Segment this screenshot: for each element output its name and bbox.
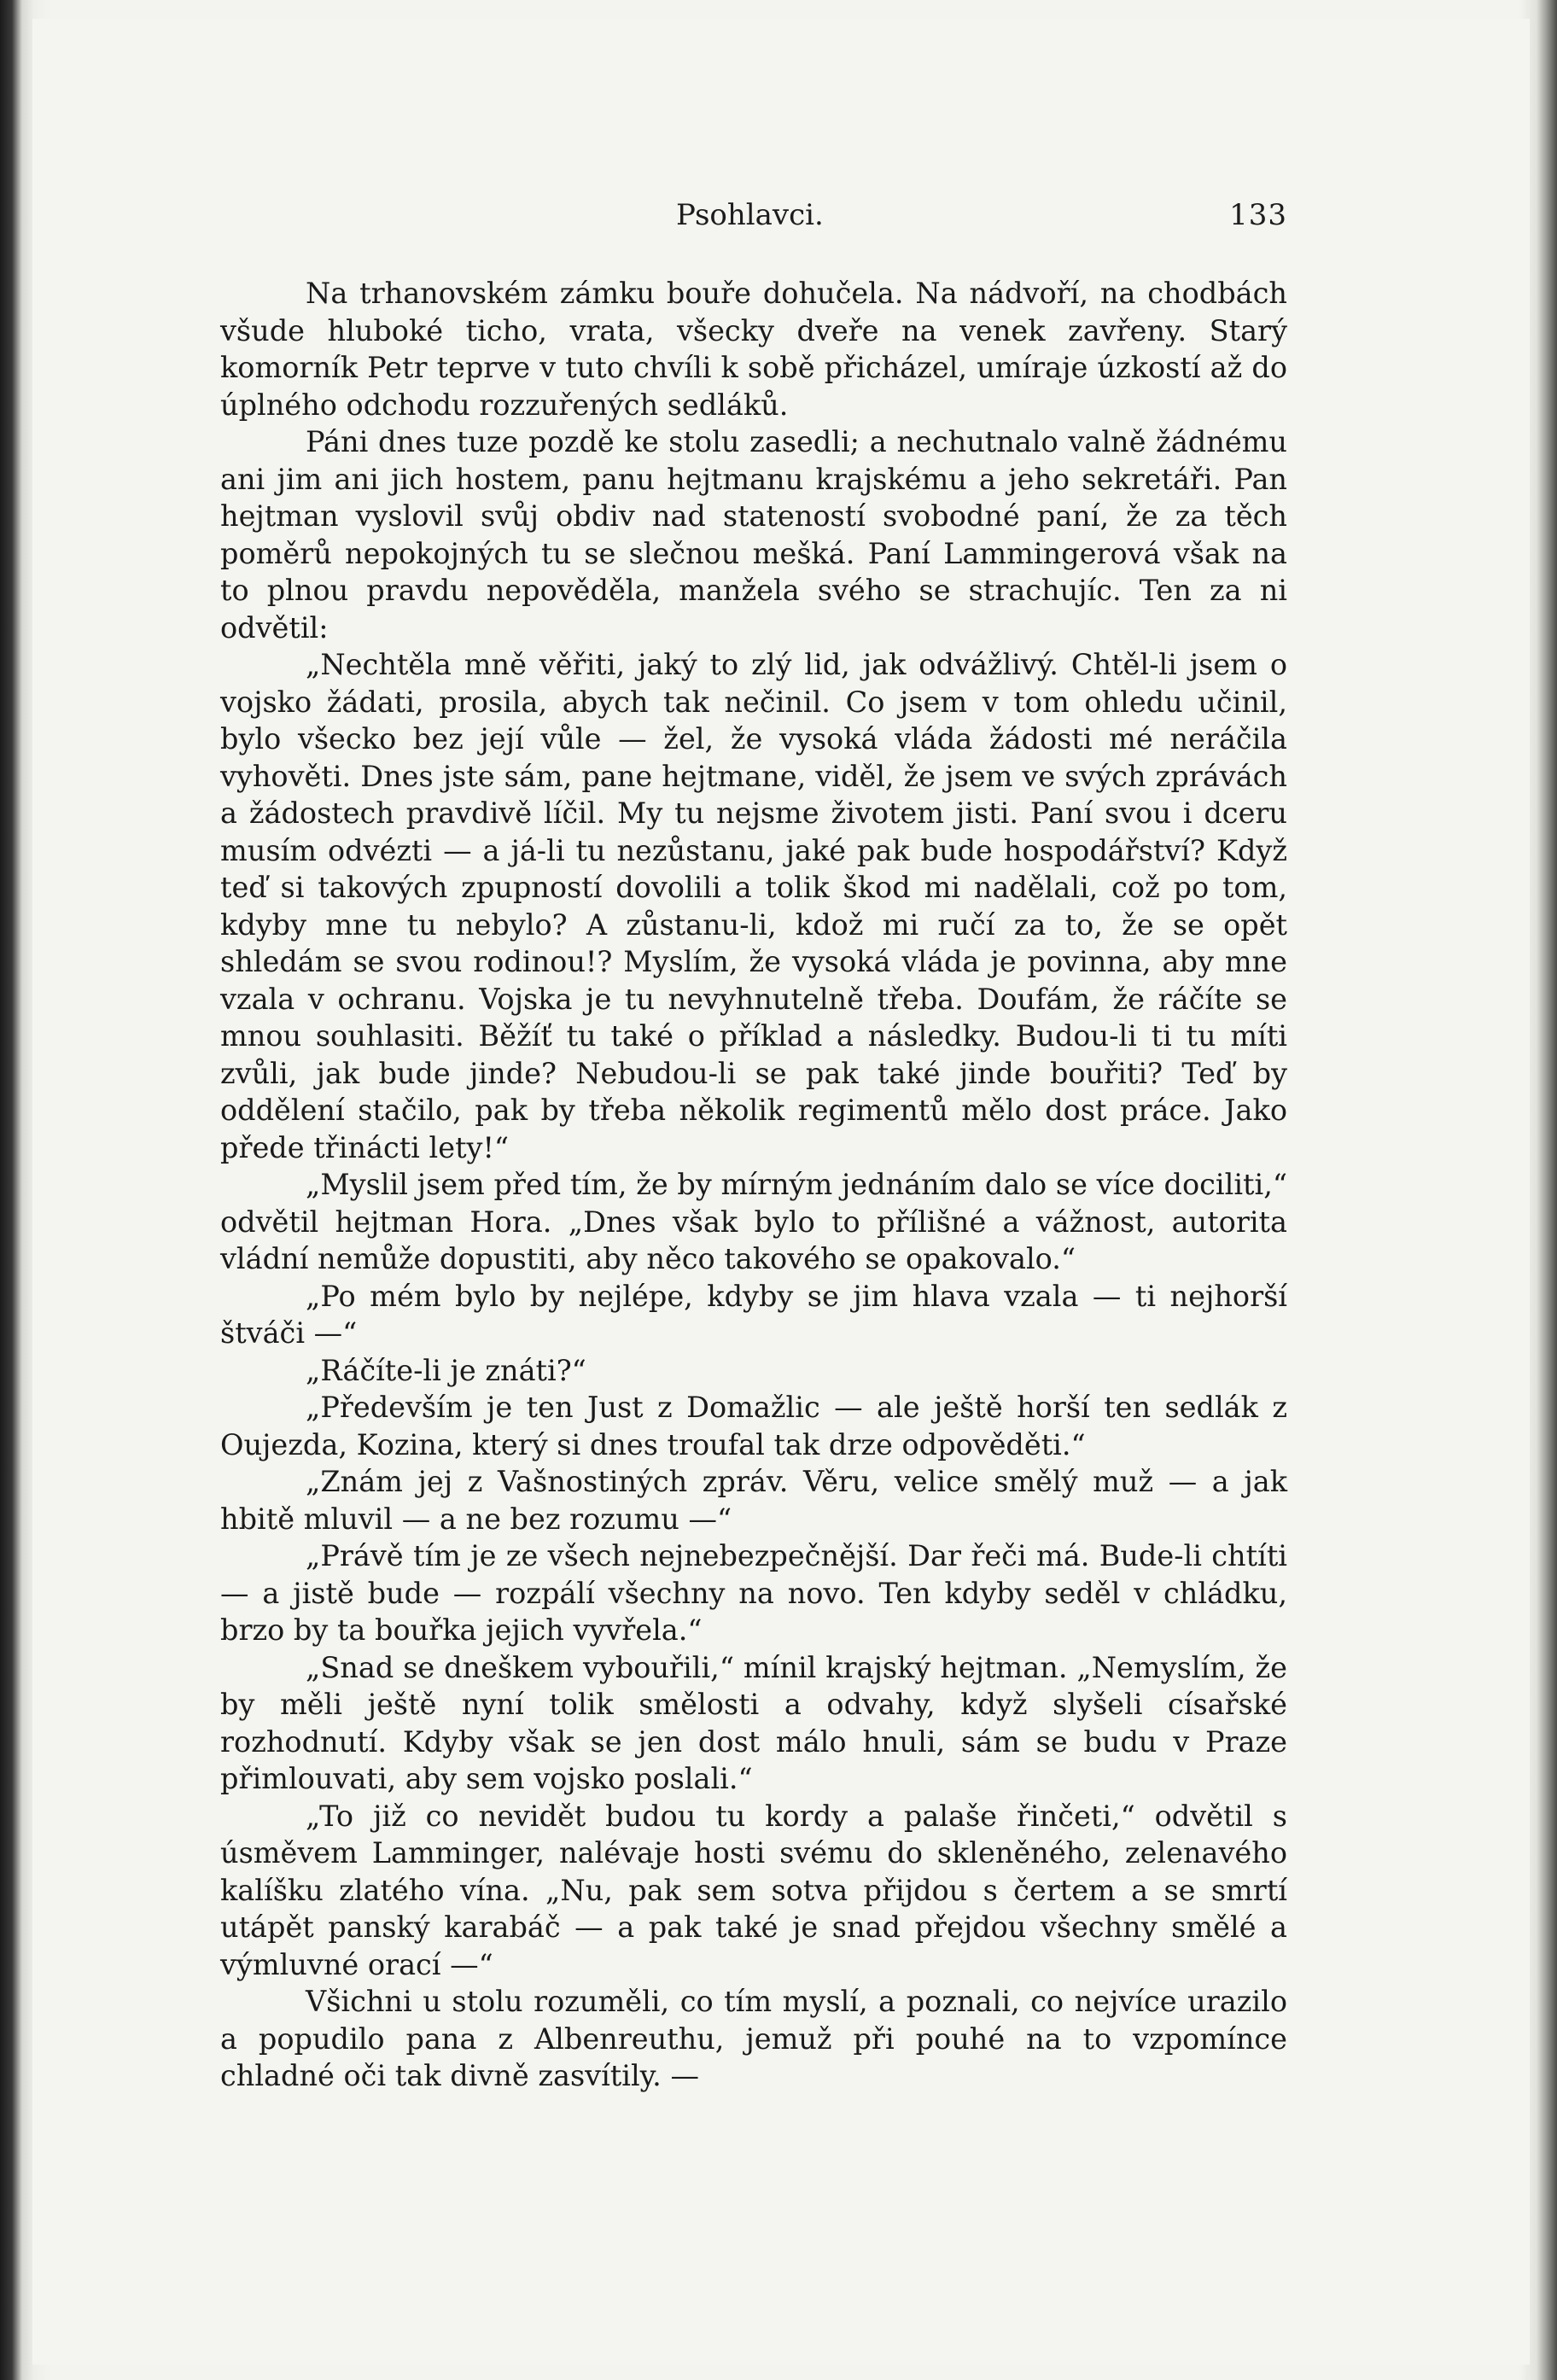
paragraph: Všichni u stolu rozuměli, co tím myslí, a poznali, co nejvíce urazilo a popudilo pana z Albenreuthu, jemuž při pouhé na to vzpomínce chladné oči tak divně zasvítily. — <box>220 1985 1287 2092</box>
running-title: Psohlavci. <box>676 198 824 232</box>
paragraph: „Nechtěla mně věřiti, jaký to zlý lid, jak odvážlivý. Chtěl-li jsem o vojsko žádati, prosila, abych tak nečinil. Co jsem v tom ohledu učinil, bylo všecko bez její vůle — žel, že vysoká vláda žádosti mé neráčila vyhověti. Dnes jste sám, pane hejtmane, viděl, že jsem ve svých zprávách a žádostech pravdivě líčil. My tu nejsme životem jisti. Paní svou i dceru musím odvézti — a já-li tu nezůstanu, jaké pak bude hospodářství? Když teď si takových zpupností dovolili a tolik škod mi nadělali, což po tom, kdyby mne tu nebylo? A zůstanu-li, kdož mi ručí za to, že se opět shledám se svou rodinou!? Myslím, že vysoká vláda je povinna, aby mne vzala v ochranu. Vojska je tu nevyhnutelně třeba. Doufám, že ráčíte se mnou souhlasiti. Běžíť tu také o příklad a následky. Budou-li ti tu míti zvůli, jak bude jinde? Nebudou-li se pak také jinde bouřiti? Teď by oddělení stačilo, pak by třeba několik regimentů mělo dost práce. Jako přede třinácti lety!“ <box>220 648 1287 1164</box>
paragraph: „Znám jej z Vašnostiných zpráv. Věru, velice smělý muž — a jak hbitě mluvil — a ne bez rozumu —“ <box>220 1465 1287 1536</box>
paragraph: „Myslil jsem před tím, že by mírným jednáním dalo se více dociliti,“ odvětil hejtman Hora. „Dnes však bylo to přílišné a vážnost, autorita vládní nemůže dopustiti, aby něco takového se opakovalo.“ <box>220 1168 1287 1275</box>
paragraph: Páni dnes tuze pozdě ke stolu zasedli; a nechutnalo valně žádnému ani jim ani jich hostem, panu hejtmanu krajskému a jeho sekretáři. Pan hejtman vyslovil svůj obdiv nad stateností svobodné paní, že za těch poměrů nepokojných tu se slečnou mešká. Paní Lammingerová však na to plnou pravdu nepověděla, manžela svého se strachujíc. Ten za ni odvětil: <box>220 425 1287 645</box>
paragraph: „To již co nevidět budou tu kordy a palaše řinčeti,“ odvětil s úsměvem Lamminger, nalévaje hosti svému do skleněného, zelenavého kalíšku zlatého vína. „Nu, pak sem sotva přijdou s čertem a se smrtí utápět panský karabáč — a pak také je snad přejdou všechny smělé a výmluvné orací —“ <box>220 1799 1287 1981</box>
paragraph: „Snad se dneškem vybouřili,“ mínil krajský hejtman. „Nemyslím, že by měli ještě nyní tolik smělosti a odvahy, když slyšeli císařské rozhodnutí. Kdyby však se jen dost málo hnuli, sám se budu v Praze přimlouvati, aby sem vojsko poslali.“ <box>220 1650 1287 1795</box>
paragraph: „Právě tím je ze všech nejnebezpečnější. Dar řeči má. Bude-li chtíti — a jistě bude — rozpálí všechny na novo. Ten kdyby seděl v chládku, brzo by ta bouřka jejich vyvřela.“ <box>220 1539 1287 1647</box>
paragraph: „Především je ten Just z Domažlic — ale ještě horší ten sedlák z Oujezda, Kozina, který si dnes troufal tak drze odpověděti.“ <box>220 1391 1287 1461</box>
page-number: 133 <box>1229 198 1287 232</box>
paragraph: Na trhanovském zámku bouře dohučela. Na nádvoří, na chodbách všude hluboké ticho, vrata, všecky dveře na venek zavřeny. Starý komorník Petr teprve v tuto chvíli k sobě přicházel, umíraje úzkostí až do úplného odchodu rozzuřených sedláků. <box>220 277 1287 422</box>
body-text <box>220 275 1287 2095</box>
running-header <box>220 191 1287 239</box>
paragraph: „Ráčíte-li je znáti?“ <box>306 1353 586 1387</box>
paragraph: „Po mém bylo by nejlépe, kdyby se jim hlava vzala — ti nejhorší štváči —“ <box>220 1279 1287 1350</box>
